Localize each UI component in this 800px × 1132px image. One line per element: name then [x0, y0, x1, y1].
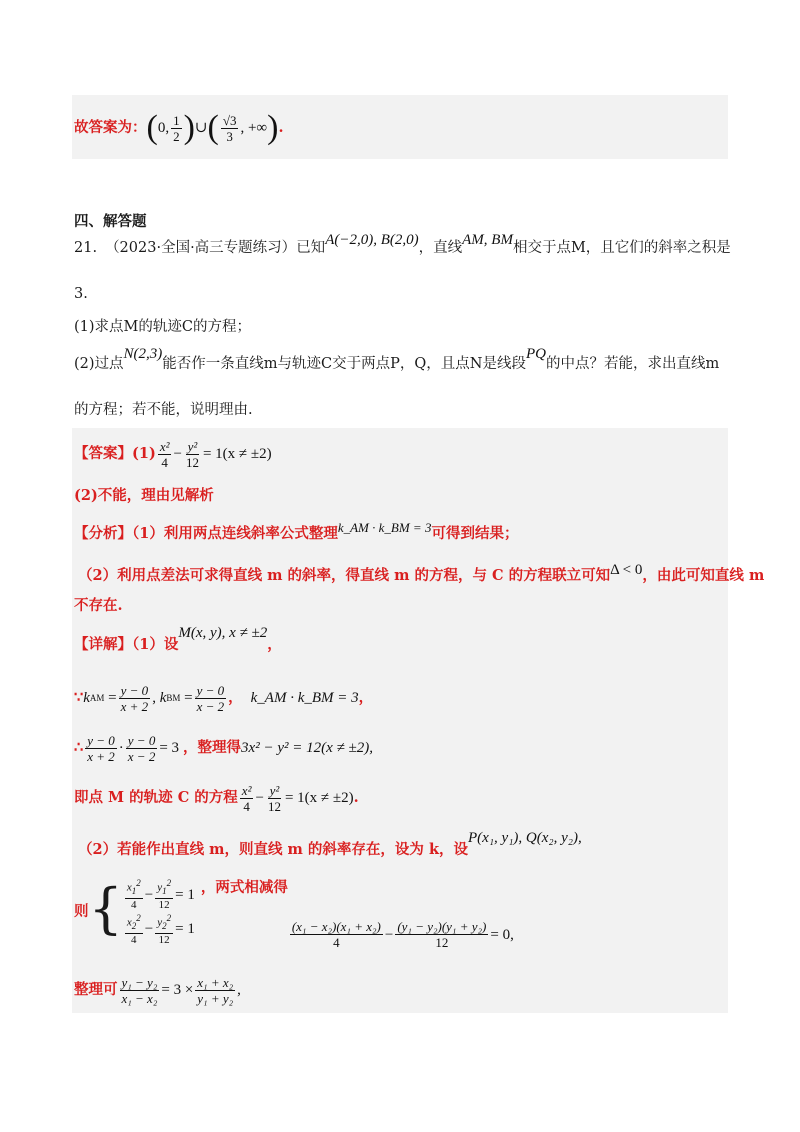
half-fraction	[171, 113, 182, 144]
half-den: 2	[173, 128, 180, 144]
part2-text-b: 能否作一条直线m与轨迹C交于两点P，Q，且点N是线段	[162, 356, 526, 372]
kam-num: y − 0	[120, 682, 149, 698]
points-ab: A(−2,0), B(2,0)	[325, 232, 419, 248]
system-eq-2: $\frac{x_2^2}{4}$ − $\frac{y_2^2}{12}$ = 1	[126, 913, 195, 946]
slope-line	[74, 968, 241, 1012]
locus-y2: y²	[269, 782, 280, 798]
pf2-den: x − 2	[127, 748, 156, 764]
detail-part2-line-1	[78, 830, 582, 860]
problem-source: （2023·全国·高三专题练习）	[105, 240, 297, 256]
slope-definitions: k AM = $\frac{y - 0}{x + 2}$ , k BM = $\frac{y - 0}{x - 2}$	[83, 682, 225, 714]
slope-den: x₁ − x₂	[121, 990, 158, 1006]
part2-text-c: 的中点？若能，求出直线m	[545, 356, 720, 372]
final-answer-prefix: 故答案为：	[74, 119, 147, 136]
locus-x2-over-4	[240, 783, 254, 814]
system-line: 则 { $\frac{x_1^2}{4}$ − $\frac{y_1^2}{12}$ = 1 $\frac{x_2^2}{4}$ − $\frac{y_2^2}{12}$ = 1 ，两式相减得 $\frac{\text{(x₁ − x₂)(x₁ + x₂)}}{4}$ − $\frac{\text{(y₁ − y₂)(y₁ + y₂)}}{12}$ = 0,	[74, 877, 514, 950]
lines-am-bm: AM, BM	[462, 232, 513, 248]
pf2-num: y − 0	[127, 732, 156, 748]
ratio-num: x₁ + x₂	[197, 974, 234, 990]
part2-text-a: (2)过点	[74, 356, 124, 372]
then-label: 则	[74, 903, 89, 920]
slope-times: = 3 ×	[161, 982, 194, 998]
final-answer-interval: ( 0, $\frac{1}{2}$ ) ∪ ( $\frac{√3}{3}$ , +∞ )	[146, 109, 279, 146]
analysis-label: 【分析】（1）利用两点连线斜率公式整理	[74, 525, 338, 542]
detail-line-4: 即点 M 的轨迹 C 的方程 $\frac{\text{x²}}{4}$ − $\frac{\text{y²}}{12}$ = 1(x ≠ ±2) .	[74, 782, 359, 814]
sqrt3-den: 3	[226, 128, 233, 144]
kbm-num: y − 0	[196, 682, 225, 698]
sqrt3-fraction	[221, 113, 239, 144]
difference-equation: $\frac{\text{(x₁ − x₂)(x₁ + x₂)}}{4}$ − $\frac{\text{(y₁ − y₂)(y₁ + y₂)}}{12}$ = 0,	[291, 919, 514, 950]
detail-line-3: ∴ $\frac{y - 0}{x + 2}$ · $\frac{y - 0}{x - 2}$ = 3 ， 整理得 3x² − y² = 12(x ≠ ±2),	[74, 732, 373, 764]
interval-zero: 0,	[157, 120, 170, 136]
pf1-num: y − 0	[87, 732, 115, 748]
x2: x²	[159, 438, 170, 454]
slope-fraction	[120, 975, 160, 1006]
diff-num-1: (x₁ − x₂)(x₁ + x₂)	[291, 919, 381, 934]
detail-comma: ，	[267, 636, 282, 653]
den-4: 4	[161, 454, 168, 470]
detail-math: M(x, y), x ≠ ±2	[178, 625, 268, 641]
den-12: 12	[185, 454, 199, 470]
product-equation: k_AM · k_BM = 3	[250, 690, 359, 706]
locus-y2-over-12	[266, 783, 283, 814]
kam-fraction	[119, 683, 151, 714]
locus-den-12: 12	[267, 798, 281, 814]
final-answer-line	[74, 106, 284, 150]
union-symbol: ∪	[194, 120, 208, 136]
y2: y²	[187, 438, 198, 454]
product-expansion: $\frac{y - 0}{x + 2}$ · $\frac{y - 0}{x - 2}$ = 3	[87, 732, 180, 764]
analysis-line-2	[78, 562, 765, 586]
diff-num-2: (y₁ − y₂)(y₁ + y₂)	[397, 919, 487, 934]
diff-tail: = 0,	[490, 926, 514, 943]
product-frac-2	[126, 733, 158, 764]
answer-line-1	[74, 434, 272, 474]
because-symbol: ∵	[74, 689, 84, 706]
problem-number: 21.	[74, 240, 98, 256]
ratio-tail: ,	[237, 982, 241, 998]
slope-relation	[118, 975, 241, 1006]
problem-part-2-end: 的方程；若不能，说明理由.	[74, 402, 253, 418]
part2-intro: （2）若能作出直线 m，则直线 m 的斜率存在，设为 k，设	[78, 841, 469, 858]
locus-tail: = 1(x ≠ ±2)	[284, 790, 354, 806]
diff-frac-2: $\frac{\text{(y₁ − y₂)(y₁ + y₂)}}{12}$	[397, 919, 487, 950]
analysis2-text-a: （2）利用点差法可求得直线 m 的斜率，得直线 m 的方程，与 C 的方程联立可知	[78, 567, 611, 584]
equation-system	[123, 877, 195, 947]
problem-part-1: (1)求点M的轨迹C的方程；	[74, 319, 251, 335]
detail-line-1	[74, 625, 282, 655]
final-answer-period: .	[278, 119, 284, 136]
kbm-den: x − 2	[196, 698, 225, 714]
simplify-label: 整理可	[74, 981, 118, 998]
locus-den-4: 4	[243, 798, 250, 814]
half-num: 1	[173, 112, 180, 128]
point-n: N(2,3)	[123, 346, 163, 362]
answer-label: 【答案】(1)	[74, 445, 156, 462]
answer-tail: = 1(x ≠ ±2)	[202, 446, 272, 462]
diff-frac-1: $\frac{\text{(x₁ − x₂)(x₁ + x₂)}}{4}$	[291, 919, 381, 950]
interval-infinity: , +∞	[240, 120, 268, 136]
locus-text: 即点 M 的轨迹 C 的方程	[74, 789, 238, 806]
answer-line-2: (2)不能，理由见解析	[74, 487, 214, 504]
pf1-den: x + 2	[87, 748, 115, 764]
answer-equation: $\frac{\text{x²}}{4}$ − $\frac{\text{y²}}{12}$ = 1(x ≠ ±2)	[159, 438, 272, 470]
slope-num: y₁ − y₂	[121, 974, 158, 990]
system-eq-1: $\frac{x_1^2}{4}$ − $\frac{y_1^2}{12}$ = 1	[126, 878, 195, 911]
kam-den: x + 2	[120, 698, 149, 714]
tidy-result: 3x² − y² = 12(x ≠ ±2),	[241, 740, 373, 756]
problem-part-2	[74, 346, 720, 374]
ratio-fraction	[195, 975, 235, 1006]
tidy-label: 整理得	[197, 739, 242, 756]
analysis-line-3: 不存在.	[74, 597, 123, 614]
delta-less-zero: Δ < 0	[610, 562, 643, 578]
kbm-fraction	[195, 683, 227, 714]
ratio-den: y₁ + y₂	[197, 990, 234, 1006]
problem-known: 已知	[296, 240, 326, 256]
analysis-line-1	[74, 520, 519, 544]
sqrt3-num: √3	[222, 112, 237, 128]
problem-text-b: 相交于点M，且它们的斜率之积是	[512, 240, 731, 256]
therefore-symbol: ∴	[74, 739, 84, 756]
analysis-math: k_AM · k_BM = 3	[337, 520, 432, 535]
y2-over-12	[184, 439, 201, 470]
problem-line-1	[74, 232, 731, 258]
analysis2-text-b: ，由此可知直线 m	[642, 567, 765, 584]
x2-over-4	[158, 439, 172, 470]
detail-label: 【详解】（1）设	[74, 636, 179, 653]
locus-equation: $\frac{\text{x²}}{4}$ − $\frac{\text{y²}}{12}$ = 1(x ≠ ±2)	[241, 782, 354, 814]
analysis-end: 可得到结果；	[431, 525, 519, 542]
problem-text-a: ，直线	[418, 240, 463, 256]
product-frac-1	[85, 733, 117, 764]
points-pq: P(x₁, y₁), Q(x₂, y₂),	[468, 830, 582, 846]
problem-line-2: 3.	[74, 286, 88, 302]
detail-line-2: ∵ k AM = $\frac{y - 0}{x + 2}$ , k BM = $\frac{y - 0}{x - 2}$ ， k_AM · k_BM = 3 ，	[74, 682, 374, 714]
section-title: 四、解答题	[74, 213, 147, 230]
subtract-label: ，两式相减得	[200, 879, 288, 896]
locus-x2: x²	[241, 782, 252, 798]
segment-pq: PQ	[525, 346, 546, 362]
